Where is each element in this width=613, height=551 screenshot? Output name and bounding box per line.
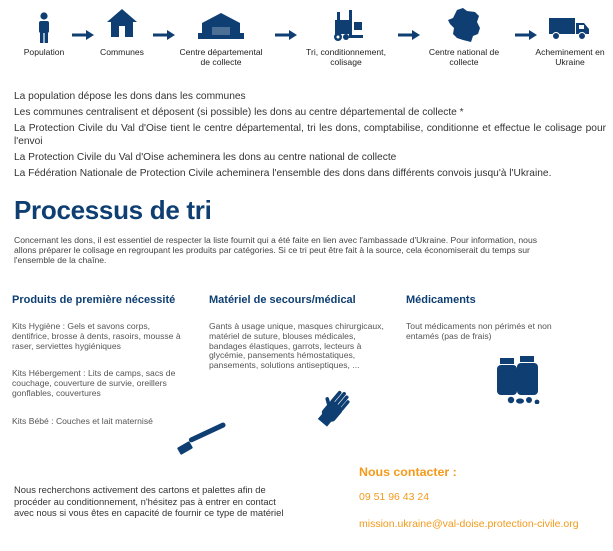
kits-bebe-text: Kits Bébé : Couches et lait maternisé bbox=[12, 416, 153, 426]
house-icon bbox=[107, 9, 137, 37]
step-label: Population bbox=[23, 47, 65, 57]
pill-bottles-icon bbox=[496, 356, 542, 404]
contact-email-link[interactable]: mission.ukraine@val-doise.protection-civile.org bbox=[359, 518, 579, 530]
kits-hygiene-text: Kits Hygiène : Gels et savons corps, dentifrice, brosse à dents, rasoirs, mousse à raser, serviettes hygiéniques bbox=[12, 321, 181, 351]
truck-icon bbox=[549, 18, 589, 40]
intro-line: La Protection Civile du Val d'Oise tient le centre départemental, tri les dons, comptabilise, conditionne et effectue le colisage pour l'envoi bbox=[14, 123, 606, 147]
heading-produits: Produits de première nécessité bbox=[12, 294, 176, 306]
intro-line: La population dépose les dons dans les communes bbox=[14, 91, 246, 102]
heading-medicaments: Médicaments bbox=[406, 294, 476, 306]
heading-materiel: Matériel de secours/médical bbox=[209, 294, 356, 306]
glove-icon bbox=[314, 389, 354, 429]
arrow-right-icon bbox=[515, 30, 537, 40]
section-description: Concernant les dons, il est essentiel de respecter la liste fournit qui a été faite en lien avec l'ambassade d'Ukraine. Pour information, nous allons préparer le colisage en regroupant les produits par catégories. Si ce tri peut être fait à la source, cela économiserait du temps sur l'ensemble de la chaîne. bbox=[14, 235, 538, 265]
arrow-right-icon bbox=[398, 30, 420, 40]
intro-list bbox=[14, 90, 606, 183]
step-label: Acheminement en Ukraine bbox=[535, 47, 605, 67]
step-label: Centre départemental de collecte bbox=[179, 47, 263, 67]
person-icon bbox=[36, 12, 52, 44]
contact-phone[interactable]: 09 51 96 43 24 bbox=[359, 491, 430, 503]
intro-line: La Fédération Nationale de Protection Civile acheminera l'ensemble des dons dans différents convois jusqu'à l'Ukraine. bbox=[14, 168, 552, 179]
warehouse-icon bbox=[198, 13, 244, 39]
arrow-right-icon bbox=[275, 30, 297, 40]
forklift-icon bbox=[331, 10, 363, 42]
step-label: Centre national de collecte bbox=[428, 47, 500, 67]
cartons-appeal-text: Nous recherchons activement des cartons et palettes afin de procéder au conditionnement, n'hésitez pas à entrer en contact avec nous si vous êtes en capacité de fournir ce type de matériel bbox=[14, 484, 284, 519]
intro-line: La Protection Civile du Val d'Oise acheminera les dons au centre national de collecte bbox=[14, 152, 397, 163]
razor-icon bbox=[173, 420, 227, 460]
medicaments-text: Tout médicaments non périmés et non entamés (pas de frais) bbox=[406, 321, 552, 341]
arrow-right-icon bbox=[153, 30, 175, 40]
section-title: Processus de tri bbox=[14, 195, 212, 225]
kits-hebergement-text: Kits Hébergement : Lits de camps, sacs de couchage, couverture de survie, oreillers gonflables, couvertures bbox=[12, 368, 176, 398]
step-label: Communes bbox=[100, 47, 144, 57]
intro-line: Les communes centralisent et déposent (si possible) les dons au centre départemental de collecte * bbox=[14, 107, 464, 118]
process-flow bbox=[0, 0, 613, 80]
contact-title: Nous contacter : bbox=[359, 465, 457, 479]
arrow-right-icon bbox=[72, 30, 94, 40]
france-map-icon bbox=[447, 8, 483, 42]
step-label: Tri, conditionnement, colisage bbox=[306, 47, 386, 67]
materiel-text: Gants à usage unique, masques chirurgicaux, matériel de suture, blouses médicales, bandages élastiques, garrots, lecteurs à glycémie, pansements hémostatiques, pansements, solutions antiseptiques, ... bbox=[209, 321, 384, 371]
